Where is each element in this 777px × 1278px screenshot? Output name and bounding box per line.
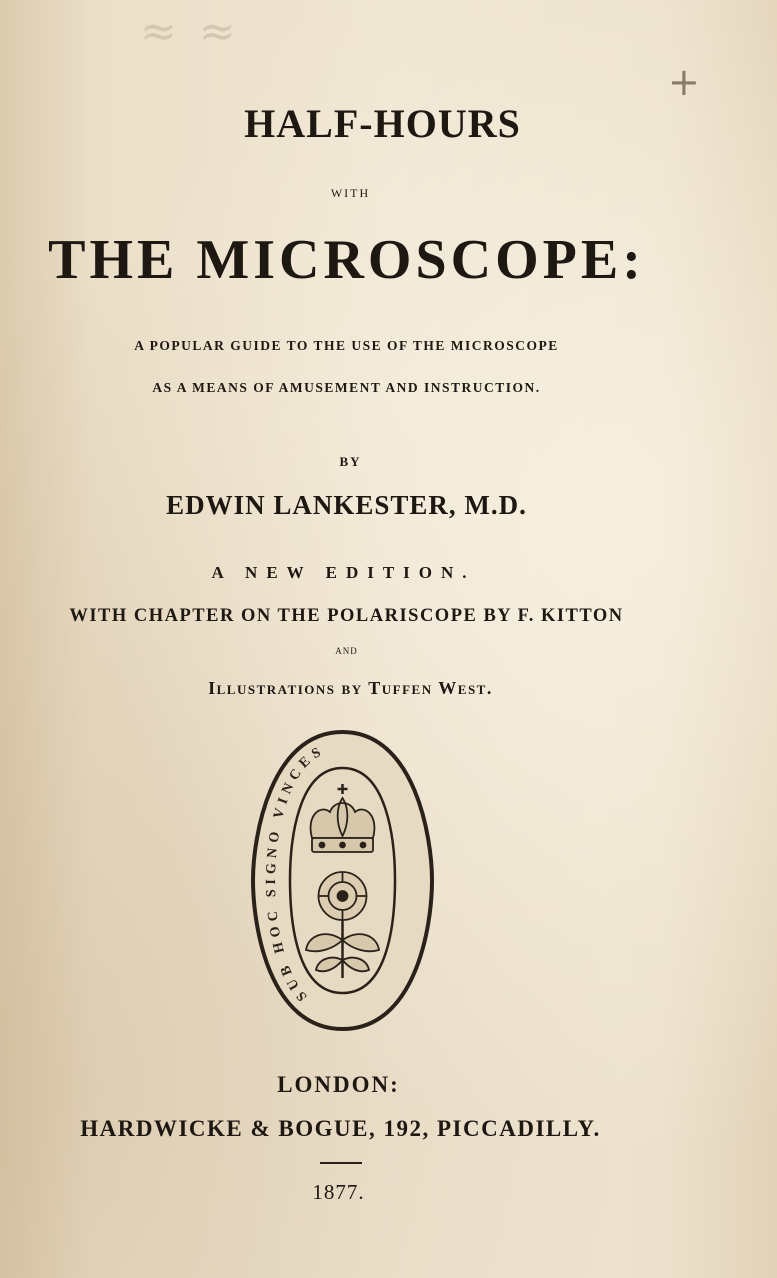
- divider-rule: [320, 1162, 362, 1164]
- chapter-note: WITH CHAPTER ON THE POLARISCOPE BY F. KITTON: [69, 606, 624, 626]
- title-connector: WITH: [330, 186, 371, 200]
- seal-motto-text: SUB HOC SIGNO VINCES: [263, 742, 328, 1004]
- title-line-2: THE MICROSCOPE:: [48, 229, 645, 291]
- subtitle-line-2: AS A MEANS OF AMUSEMENT AND INSTRUCTION.: [152, 380, 541, 395]
- by-label: BY: [339, 454, 362, 469]
- publisher-seal-emblem: [250, 728, 435, 1033]
- tudor-rose-icon: [319, 872, 367, 920]
- publisher-city: LONDON:: [277, 1072, 400, 1097]
- title-line-1: HALF-HOURS: [244, 101, 521, 146]
- subtitle-line-1: A POPULAR GUIDE TO THE USE OF THE MICROSCOPE: [134, 338, 559, 353]
- faded-handwriting-mark: ≈ ≈: [140, 6, 240, 57]
- pencil-cross-mark: +: [668, 60, 700, 104]
- author-name: EDWIN LANKESTER, M.D.: [166, 490, 527, 520]
- and-label: AND: [335, 646, 358, 656]
- publication-year: 1877.: [312, 1180, 365, 1204]
- publisher-name: HARDWICKE & BOGUE, 192, PICCADILLY.: [80, 1116, 601, 1141]
- edition-note: A NEW EDITION.: [211, 563, 476, 582]
- illustrations-credit: Illustrations by Tuffen West.: [208, 678, 493, 698]
